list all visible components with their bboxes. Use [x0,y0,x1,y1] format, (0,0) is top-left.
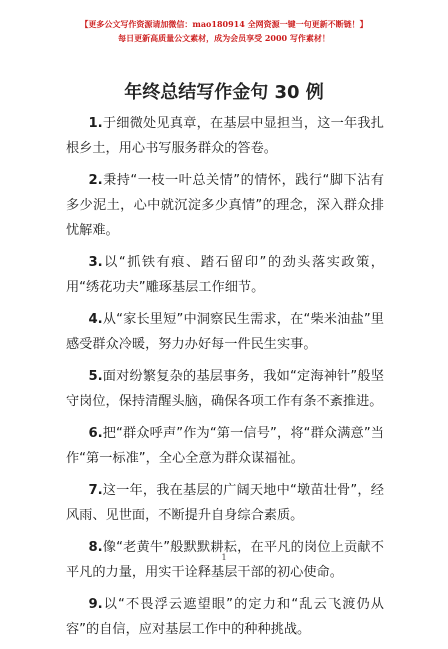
list-item [66,168,384,243]
page-number: 1 [221,553,227,562]
item-text: 把“群众呼声”作为“第一信号”，将“群众满意”当作“第一标准”，全心全意为群众谋福祉。 [66,426,384,466]
list-item [66,307,384,357]
list-item [66,111,384,161]
item-text: 这一年，我在基层的广阔天地中“墩苗壮骨”，经风雨、见世面，不断提升自身综合素质。 [66,483,384,523]
list-item [66,421,384,471]
item-number: 3. [88,255,103,270]
header-promo-line-2: 每日更新高质量公文素材，成为会员享受 2000 写作素材！ [118,33,330,43]
header-promo-line-1: 【更多公文写作资源请加微信：mao180914 全网资源一键一句更新不断链！】 [80,19,368,29]
item-number: 7. [88,483,103,498]
item-number: 1. [88,116,103,131]
item-number: 2. [88,173,103,188]
document-title: 年终总结写作金句 30 例 [124,82,324,103]
list-item [66,364,384,414]
list-item [66,250,384,300]
list-item [66,592,384,642]
item-text: 秉持“一枝一叶总关情”的情怀，践行“脚下沾有多少泥土，心中就沉淀多少真情”的理念，深入群众排忧解难。 [66,173,384,238]
sentence-list [66,111,384,649]
item-text: 于细微处见真章，在基层中显担当，这一年我扎根乡土，用心书写服务群众的答卷。 [66,116,384,156]
item-number: 5. [88,369,103,384]
item-text: 从“家长里短”中洞察民生需求，在“柴米油盐”里感受群众冷暖，努力办好每一件民生实事。 [66,312,384,352]
item-text: 像“老黄牛”般默默耕耘，在平凡的岗位上贡献不平凡的力量，用实干诠释基层干部的初心使命。 [66,540,384,580]
item-text: 以“抓铁有痕、踏石留印”的劲头落实政策，用“绣花功夫”雕琢基层工作细节。 [66,255,384,295]
item-number: 9. [88,597,103,612]
list-item [66,478,384,528]
item-text: 以“不畏浮云遮望眼”的定力和“乱云飞渡仍从容”的自信，应对基层工作中的种种挑战。 [66,597,384,637]
item-number: 6. [88,426,103,441]
item-number: 4. [88,312,103,327]
item-number: 8. [88,540,103,555]
item-text: 面对纷繁复杂的基层事务，我如“定海神针”般坚守岗位，保持清醒头脑，确保各项工作有条不紊推进。 [66,369,384,409]
